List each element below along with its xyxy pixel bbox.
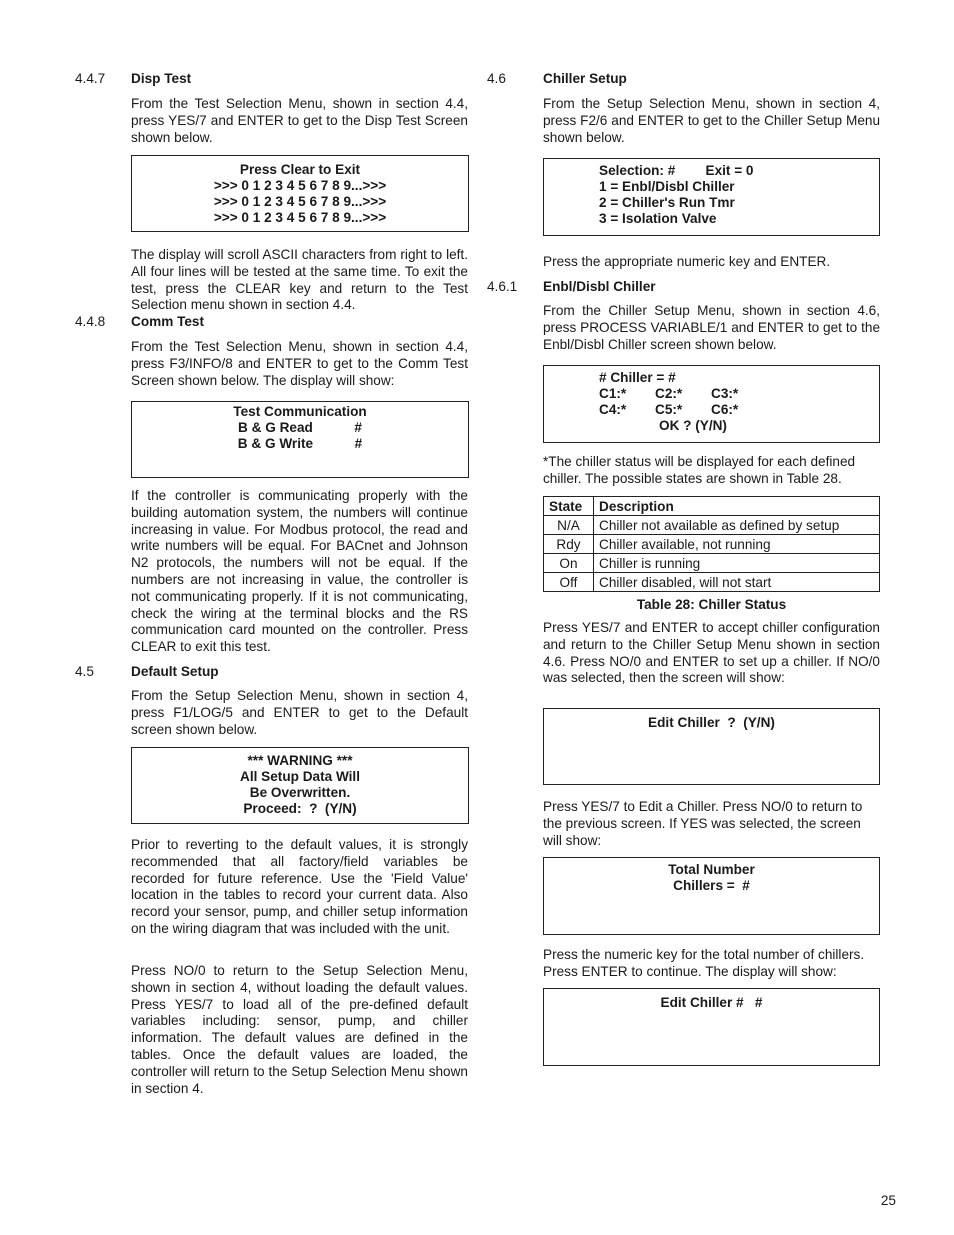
screen-line: >>> 0 1 2 3 4 5 6 7 8 9...>>> (213, 210, 387, 225)
paragraph: Press the numeric key for the total number of chillers. Press ENTER to continue. The display will show: (543, 947, 865, 979)
section-number: 4.4.7 (75, 71, 106, 86)
screen-line: B & G Write # (237, 436, 363, 451)
paragraph: From the Test Selection Menu, shown in section 4.4, press YES/7 and ENTER to get to the Disp Test Screen shown below. (131, 96, 468, 145)
table-row (544, 573, 880, 592)
screen-line: Total Number (668, 862, 755, 877)
paragraph: The display will scroll ASCII characters from right to left. All four lines will be tested at the same time. To exit the test, press the CLEAR key and return to the Test Selection menu shown in section 4.4. (131, 247, 468, 313)
paragraph: *The chiller status will be displayed for each defined chiller. The possible states are shown in Table 28. (543, 454, 856, 486)
section-title: Default Setup (131, 664, 219, 679)
paragraph: Press YES/7 to Edit a Chiller. Press NO/0 to return to the previous screen. If YES was selected, the screen will show: (543, 799, 863, 848)
chiller-status-table (543, 496, 880, 592)
paragraph: From the Setup Selection Menu, shown in section 4, press F1/LOG/5 and ENTER to get to the Default screen shown below. (131, 688, 468, 737)
table-cell: Chiller is running (594, 554, 880, 573)
chiller-cell: C4:* (599, 402, 627, 417)
paragraph: From the Chiller Setup Menu, shown in section 4.6, press PROCESS VARIABLE/1 and ENTER to get to the Enbl/Disbl Chiller screen shown below. (543, 303, 880, 352)
chiller-status-grid (599, 386, 879, 418)
table-row (544, 516, 880, 535)
chiller-cell: C5:* (655, 402, 683, 417)
display-screen-chiller-setup (543, 158, 880, 236)
screen-line: B & G Read # (238, 420, 362, 435)
chiller-cell: C1:* (599, 386, 627, 401)
section-number: 4.5 (75, 664, 94, 679)
screen-line: 1 = Enbl/Disbl Chiller (599, 179, 735, 194)
paragraph: Prior to reverting to the default values, it is strongly recommended that all factory/field variables be recorded for future reference. Use the 'Field Value' location in the tables to record your current data. Also record your sensor, pump, and chiller setup information on the wiring diagram that was included with the unit. (131, 837, 468, 936)
table-cell: N/A (544, 516, 594, 535)
screen-line: Selection: # Exit = 0 (599, 163, 754, 178)
screen-line: >>> 0 1 2 3 4 5 6 7 8 9...>>> (213, 178, 387, 193)
section-title: Chiller Setup (543, 71, 627, 86)
screen-line: Edit Chiller ? (Y/N) (648, 715, 775, 730)
paragraph: Press the appropriate numeric key and ENTER. (543, 254, 831, 269)
screen-line: 2 = Chiller's Run Tmr (599, 195, 735, 210)
table-cell: Chiller disabled, will not start (594, 573, 880, 592)
display-screen-comm-test (131, 401, 469, 478)
page-number: 25 (880, 1193, 896, 1208)
paragraph: From the Setup Selection Menu, shown in section 4, press F2/6 and ENTER to get to the Chiller Setup Menu shown below. (543, 96, 880, 145)
display-screen-edit-chiller-number (543, 988, 880, 1066)
table-cell: Chiller not available as defined by setup (594, 516, 880, 535)
section-number: 4.4.8 (75, 314, 106, 329)
screen-line: Chillers = # (673, 878, 750, 893)
screen-line: *** WARNING *** (247, 753, 353, 768)
section-title: Enbl/Disbl Chiller (543, 279, 656, 294)
screen-line: Proceed: ? (Y/N) (243, 801, 357, 816)
table-row (544, 554, 880, 573)
display-screen-default-warning (131, 747, 469, 824)
section-title: Disp Test (131, 71, 192, 86)
chiller-cell: C6:* (711, 402, 739, 417)
section-title: Comm Test (131, 314, 205, 329)
table-header-row (544, 497, 880, 516)
table-cell: Off (544, 573, 594, 592)
chiller-cell: C2:* (655, 386, 683, 401)
table-caption: Table 28: Chiller Status (636, 597, 787, 612)
screen-line: # Chiller = # (599, 370, 676, 385)
screen-line: OK ? (Y/N) (659, 418, 727, 433)
screen-line: Press Clear to Exit (239, 162, 361, 177)
paragraph: If the controller is communicating properly with the building automation system, the numbers will continue increasing in value. For Modbus protocol, the read and write numbers will be equal. For BACnet and Johnson N2 protocols, the numbers will not be equal. If the numbers are not increasing in value, the controller is not communicating properly. If it is not communicating, check the wiring at the terminal blocks and the RS communication card mounted on the controller. Press CLEAR to exit this test. (131, 488, 468, 655)
screen-line: 3 = Isolation Valve (599, 211, 717, 226)
table-cell: Rdy (544, 535, 594, 554)
table-row (544, 535, 880, 554)
section-number: 4.6.1 (487, 279, 518, 294)
display-screen-disp-test (131, 155, 469, 232)
section-number: 4.6 (487, 71, 506, 86)
display-screen-edit-chiller (543, 708, 880, 785)
screen-line: Be Overwritten. (249, 785, 351, 800)
paragraph: Press NO/0 to return to the Setup Selection Menu, shown in section 4, without loading the default values. Press YES/7 to load all of the pre-defined default variables including: sensor, pump, and chiller information. The default values are defined in the tables. Once the default values are loaded, the controller will return to the Setup Selection Menu shown in section 4. (131, 963, 468, 1096)
display-screen-total-number (543, 857, 880, 935)
paragraph: Press YES/7 and ENTER to accept chiller configuration and return to the Chiller Setup Menu shown in section 4.6. Press NO/0 and ENTER to set up a chiller. If NO/0 was selected, then the screen will show: (543, 620, 880, 686)
screen-line: Edit Chiller # # (660, 995, 763, 1010)
table-header: Description (594, 497, 880, 516)
screen-line: All Setup Data Will (240, 769, 360, 784)
display-screen-enbl-disbl (543, 365, 880, 443)
paragraph: From the Test Selection Menu, shown in section 4.4, press F3/INFO/8 and ENTER to get to the Comm Test Screen shown below. The display will show: (131, 339, 468, 388)
screen-line: >>> 0 1 2 3 4 5 6 7 8 9...>>> (213, 194, 387, 209)
screen-line: Test Communication (233, 404, 367, 419)
table-cell: On (544, 554, 594, 573)
table-cell: Chiller available, not running (594, 535, 880, 554)
table-header: State (544, 497, 594, 516)
chiller-cell: C3:* (711, 386, 739, 401)
